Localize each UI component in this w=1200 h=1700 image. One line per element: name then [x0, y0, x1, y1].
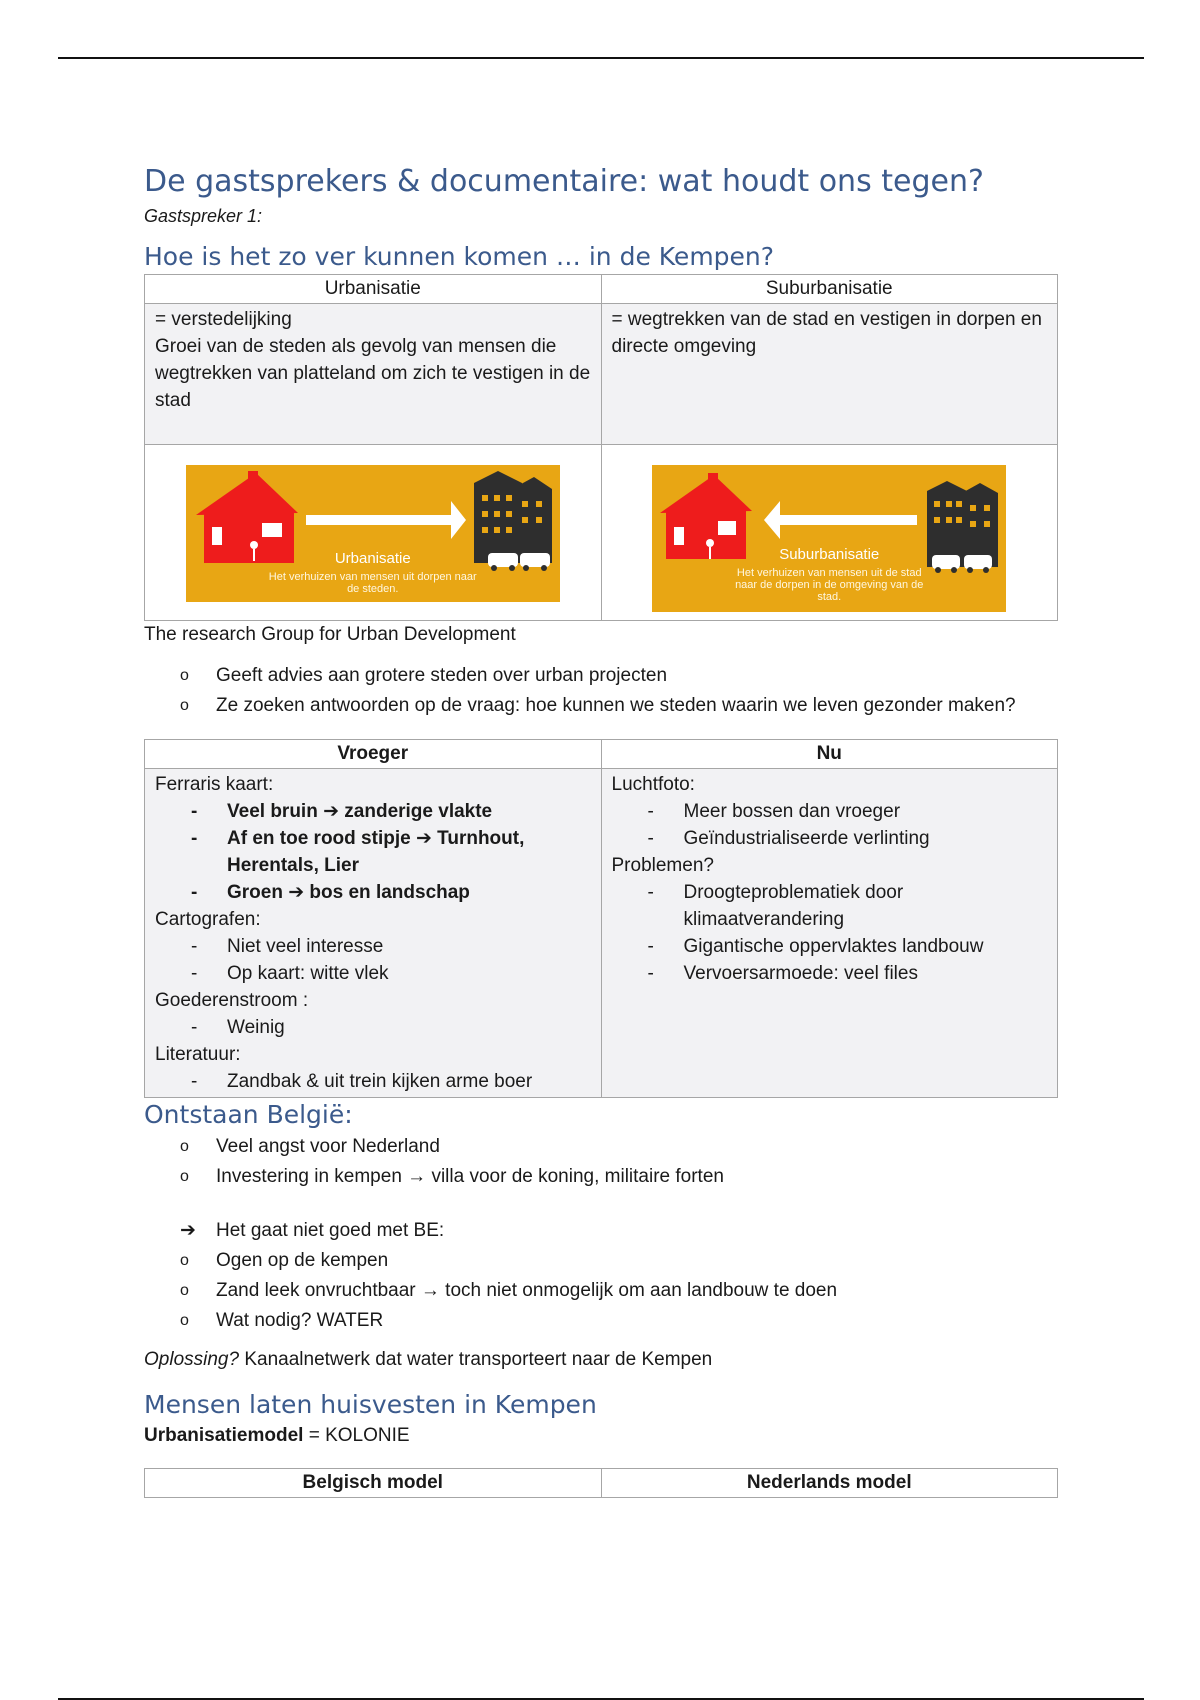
goederenstroom-list — [155, 1014, 591, 1041]
urbanisatie-illustration — [186, 465, 560, 602]
cartografen-item: - Op kaart: witte vlek — [155, 960, 591, 987]
section-heading-huisvesten: Mensen laten huisvesten in Kempen — [144, 1390, 597, 1419]
suburbanisatie-illustration-title: Suburbanisatie — [779, 546, 880, 563]
literatuur-list — [155, 1068, 591, 1095]
problemen-item: - Gigantische oppervlaktes landbouw — [612, 933, 1048, 960]
suburbanisatie-definition — [601, 304, 1058, 445]
belgie-bullets-2 — [144, 1246, 1058, 1336]
urbanisatie-illustration-title: Urbanisatie — [334, 550, 411, 567]
vroeger-cell — [145, 769, 602, 1098]
ferraris-item: - Af en toe rood stipje ➔ Turnhout, Herentals, Lier — [155, 825, 591, 879]
suburbanisatie-illustration-cell — [601, 445, 1058, 621]
header-rule — [58, 57, 1144, 59]
belgie-bullet: o Wat nodig? WATER — [144, 1306, 1058, 1336]
page-title: De gastsprekers & documentaire: wat houdt ons tegen? — [144, 164, 984, 199]
oplossing-text: Kanaalnetwerk dat water transporteert naar de Kempen — [239, 1349, 713, 1370]
problemen-item: - Vervoersarmoede: veel files — [612, 960, 1048, 987]
page-subtitle: Gastspreker 1: — [144, 206, 263, 226]
document-page — [144, 160, 1058, 1498]
luchtfoto-label: Luchtfoto: — [611, 774, 695, 795]
vroeger-header: Vroeger — [145, 740, 602, 769]
suburbanisatie-header: Suburbanisatie — [601, 275, 1058, 304]
goederenstroom-item: - Weinig — [155, 1014, 591, 1041]
urbanisatie-def-line1: = verstedelijking — [155, 309, 292, 330]
belgie-bullet: o Zand leek onvruchtbaar → toch niet onmogelijk om aan landbouw te doen — [144, 1276, 1058, 1306]
urbanisatie-def-line2: Groei van de steden als gevolg van mensen die wegtrekken van platteland om zich te vestigen in de stad — [155, 336, 591, 411]
belgie-bullet: o Veel angst voor Nederland — [144, 1132, 1058, 1162]
belgisch-model-header: Belgisch model — [145, 1469, 602, 1498]
belgie-arrow-item: ➔ Het gaat niet goed met BE: — [144, 1216, 1058, 1246]
luchtfoto-list — [612, 798, 1048, 852]
ferraris-item: - Groen ➔ bos en landschap — [155, 879, 591, 906]
literatuur-label: Literatuur: — [155, 1044, 241, 1065]
research-bullet: o Ze zoeken antwoorden op de vraag: hoe kunnen we steden waarin we leven gezonder maken? — [144, 691, 1058, 721]
luchtfoto-item: - Geïndustrialiseerde verlinting — [612, 825, 1048, 852]
urbanisatie-illustration-cell — [145, 445, 602, 621]
suburbanisatie-illustration — [652, 465, 1006, 612]
nederlands-model-header: Nederlands model — [601, 1469, 1058, 1498]
belgie-bullet: o Investering in kempen → villa voor de koning, militaire forten — [144, 1162, 1058, 1192]
research-bullet: o Geeft advies aan grotere steden over urban projecten — [144, 661, 1058, 691]
research-bullets — [144, 661, 1058, 721]
cartografen-list — [155, 933, 591, 987]
urbanisatie-header: Urbanisatie — [145, 275, 602, 304]
urbanisatie-illustration-caption: Het verhuizen van mensen uit dorpen naar de steden. — [268, 571, 477, 595]
model-table — [144, 1468, 1058, 1498]
problemen-label: Problemen? — [611, 855, 714, 876]
vroeger-nu-table — [144, 739, 1058, 1098]
nu-header: Nu — [601, 740, 1058, 769]
belgie-bullet: o Ogen op de kempen — [144, 1246, 1058, 1276]
ferraris-label: Ferraris kaart: — [155, 774, 274, 795]
literatuur-item: - Zandbak & uit trein kijken arme boer — [155, 1068, 591, 1095]
oplossing-label: Oplossing? — [144, 1349, 240, 1370]
model-line — [144, 1422, 1058, 1450]
nu-cell — [601, 769, 1058, 1098]
goederenstroom-label: Goederenstroom : — [155, 990, 309, 1011]
section-heading-kempen: Hoe is het zo ver kunnen komen … in de Kempen? — [144, 242, 775, 271]
suburbanisatie-def-text: = wegtrekken van de stad en vestigen in dorpen en directe omgeving — [611, 309, 1042, 357]
urbanisation-table — [144, 274, 1058, 621]
urbanisatie-definition — [145, 304, 602, 445]
cartografen-label: Cartografen: — [155, 909, 261, 930]
section-heading-belgie: Ontstaan België: — [144, 1100, 353, 1129]
ferraris-list — [155, 798, 591, 906]
model-text: = KOLONIE — [303, 1425, 410, 1446]
problemen-item: - Droogteproblematiek door klimaatverandering — [612, 879, 1048, 933]
suburbanisatie-illustration-caption: Het verhuizen van mensen uit de stad naar de dorpen in de omgeving van de stad. — [735, 567, 924, 603]
ferraris-item: - Veel bruin ➔ zanderige vlakte — [155, 798, 591, 825]
oplossing-line — [144, 1346, 1058, 1374]
model-label: Urbanisatiemodel — [144, 1425, 304, 1446]
cartografen-item: - Niet veel interesse — [155, 933, 591, 960]
problemen-list — [612, 879, 1048, 987]
luchtfoto-item: - Meer bossen dan vroeger — [612, 798, 1048, 825]
belgie-bullets — [144, 1132, 1058, 1192]
research-group-label: The research Group for Urban Development — [144, 624, 516, 645]
